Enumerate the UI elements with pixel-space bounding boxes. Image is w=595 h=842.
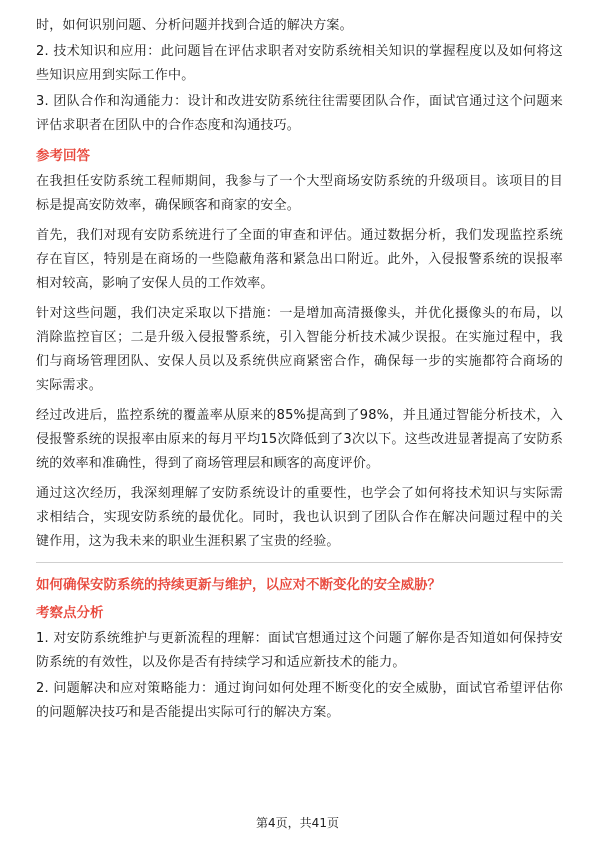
- reference-answer-heading: 参考回答: [36, 148, 90, 164]
- analysis-heading: 考察点分析: [36, 605, 104, 621]
- page-content: [36, 14, 563, 727]
- answer-paragraph-5: 通过这次经历，我深刻理解了安防系统设计的重要性，也学会了如何将技术知识与实际需求相结合，实现安防系统的最优化。同时，我也认识到了团队合作在解决问题过程中的关键作用，这为我未来的职业生涯积累了宝贵的经验。: [36, 486, 563, 549]
- answer-paragraph-2: 首先，我们对现有安防系统进行了全面的审查和评估。通过数据分析，我们发现监控系统存在盲区，特别是在商场的一些隐蔽角落和紧急出口附近。此外，入侵报警系统的误报率相对较高，影响了安保人员的工作效率。: [36, 228, 563, 291]
- analysis-item-2: 2. 问题解决和应对策略能力：通过询问如何处理不断变化的安全威胁，面试官希望评估你的问题解决技巧和是否能提出实际可行的解决方案。: [36, 681, 563, 720]
- assessment-item-3: 3. 团队合作和沟通能力：设计和改进安防系统往往需要团队合作，面试官通过这个问题来评估求职者在团队中的合作态度和沟通技巧。: [36, 94, 563, 133]
- page-number: 第4页，共41页: [256, 816, 339, 830]
- question-title: 如何确保安防系统的持续更新与维护，以应对不断变化的安全威胁？: [36, 577, 441, 593]
- section-divider: [36, 562, 563, 563]
- answer-paragraph-1: 在我担任安防系统工程师期间，我参与了一个大型商场安防系统的升级项目。该项目的目标是提高安防效率，确保顾客和商家的安全。: [36, 174, 563, 213]
- answer-paragraph-4: 经过改进后，监控系统的覆盖率从原来的85%提高到了98%，并且通过智能分析技术，入侵报警系统的误报率由原来的每月平均15次降低到了3次以下。这些改进显著提高了安防系统的效率和准确性，得到了商场管理层和顾客的高度评价。: [36, 408, 564, 471]
- analysis-item-1: 1. 对安防系统维护与更新流程的理解：面试官想通过这个问题了解你是否知道如何保持安防系统的有效性，以及你是否有持续学习和适应新技术的能力。: [36, 631, 563, 670]
- assessment-item-2: 2. 技术知识和应用：此问题旨在评估求职者对安防系统相关知识的掌握程度以及如何将这些知识应用到实际工作中。: [36, 44, 563, 83]
- answer-paragraph-3: 针对这些问题，我们决定采取以下措施：一是增加高清摄像头，并优化摄像头的布局，以消除监控盲区；二是升级入侵报警系统，引入智能分析技术减少误报。在实施过程中，我们与商场管理团队、安保人员以及系统供应商紧密合作，确保每一步的实施都符合商场的实际需求。: [36, 306, 563, 393]
- assessment-item-1-continued: 时，如何识别问题、分析问题并找到合适的解决方案。: [36, 18, 353, 33]
